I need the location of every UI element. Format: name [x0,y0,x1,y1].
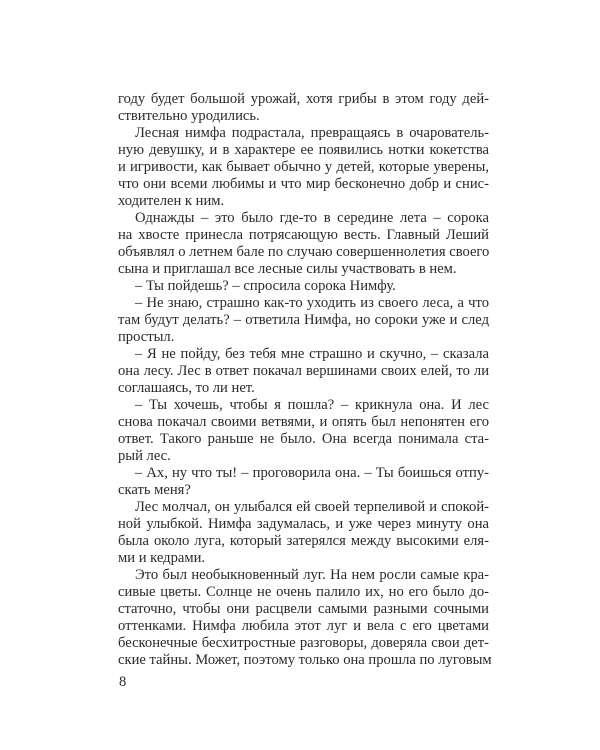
text-line: там будут делать? – ответила Нимфа, но сороки уже и след [118,312,489,328]
text-line: ответ. Такого раньше не было. Она всегда понимала ста- [118,431,489,447]
text-line: ствительно уродились. [118,108,260,124]
text-line: ми и кедрами. [118,550,206,566]
text-line: оттенками. Нимфа любила этот луг и вела с его цветами [118,618,489,634]
text-line: была около луга, который затерялся между высокими еля- [118,533,489,549]
text-line: Это был необыкновенный луг. На нем росли самые кра- [135,567,489,583]
page-number: 8 [119,674,127,690]
text-line: бесконечные бесхитростные разговоры, доверяла свои дет- [118,635,489,651]
text-line: Лесная нимфа подрастала, превращаясь в очарователь- [135,125,489,141]
text-line: сивые цветы. Солнце не очень палило их, но его было до- [118,584,489,600]
text-line: простыл. [118,329,175,345]
text-line: снова покачал своими ветвями, и опять был непонятен его [118,414,489,430]
text-line: – Ты хочешь, чтобы я пошла? – крикнула она. И лес [135,397,489,413]
text-line: Однажды – это было где-то в середине лета – сорока [135,210,489,226]
text-line: что они всеми любимы и что мир бесконечно добр и снис- [118,176,489,192]
text-line: скать меня? [118,482,191,498]
text-line: объявлял о летнем бале по случаю совершеннолетия своего [118,244,490,260]
page-body-text [118,91,492,669]
text-line: ходителен к ним. [118,193,225,209]
text-line: рый лес. [118,448,171,464]
text-line: статочно, чтобы они расцвели самыми разными сочными [118,601,489,617]
text-line: на хвосте принесла потрясающую весть. Главный Леший [118,227,489,243]
text-line: – Ты пойдешь? – спросила сорока Нимфу. [135,278,396,294]
text-line: ной улыбкой. Нимфа задумалась, и уже через минуту она [118,516,489,532]
text-line: ские тайны. Может, поэтому только она прошла по луговым [118,652,492,668]
text-line: – Ах, ну что ты! – проговорила она. – Ты боишься отпу- [135,465,489,481]
text-line: она лесу. Лес в ответ покачал вершинами своих елей, то ли [118,363,489,379]
text-line: и игривости, как бывает обычно у детей, которые уверены, [118,159,489,175]
text-line: сына и приглашал все лесные силы участвовать в нем. [118,261,457,277]
text-line: ную девушку, и в характере ее появились нотки кокетства [118,142,489,158]
text-line: – Не знаю, страшно как-то уходить из своего леса, а что [135,295,489,311]
text-line: – Я не пойду, без тебя мне страшно и скучно, – сказала [135,346,489,362]
text-line: году будет большой урожай, хотя грибы в этом году дей- [118,91,489,107]
text-line: Лес молчал, он улыбался ей своей терпеливой и спокой- [135,499,489,515]
text-line: соглашаясь, то ли нет. [118,380,255,396]
